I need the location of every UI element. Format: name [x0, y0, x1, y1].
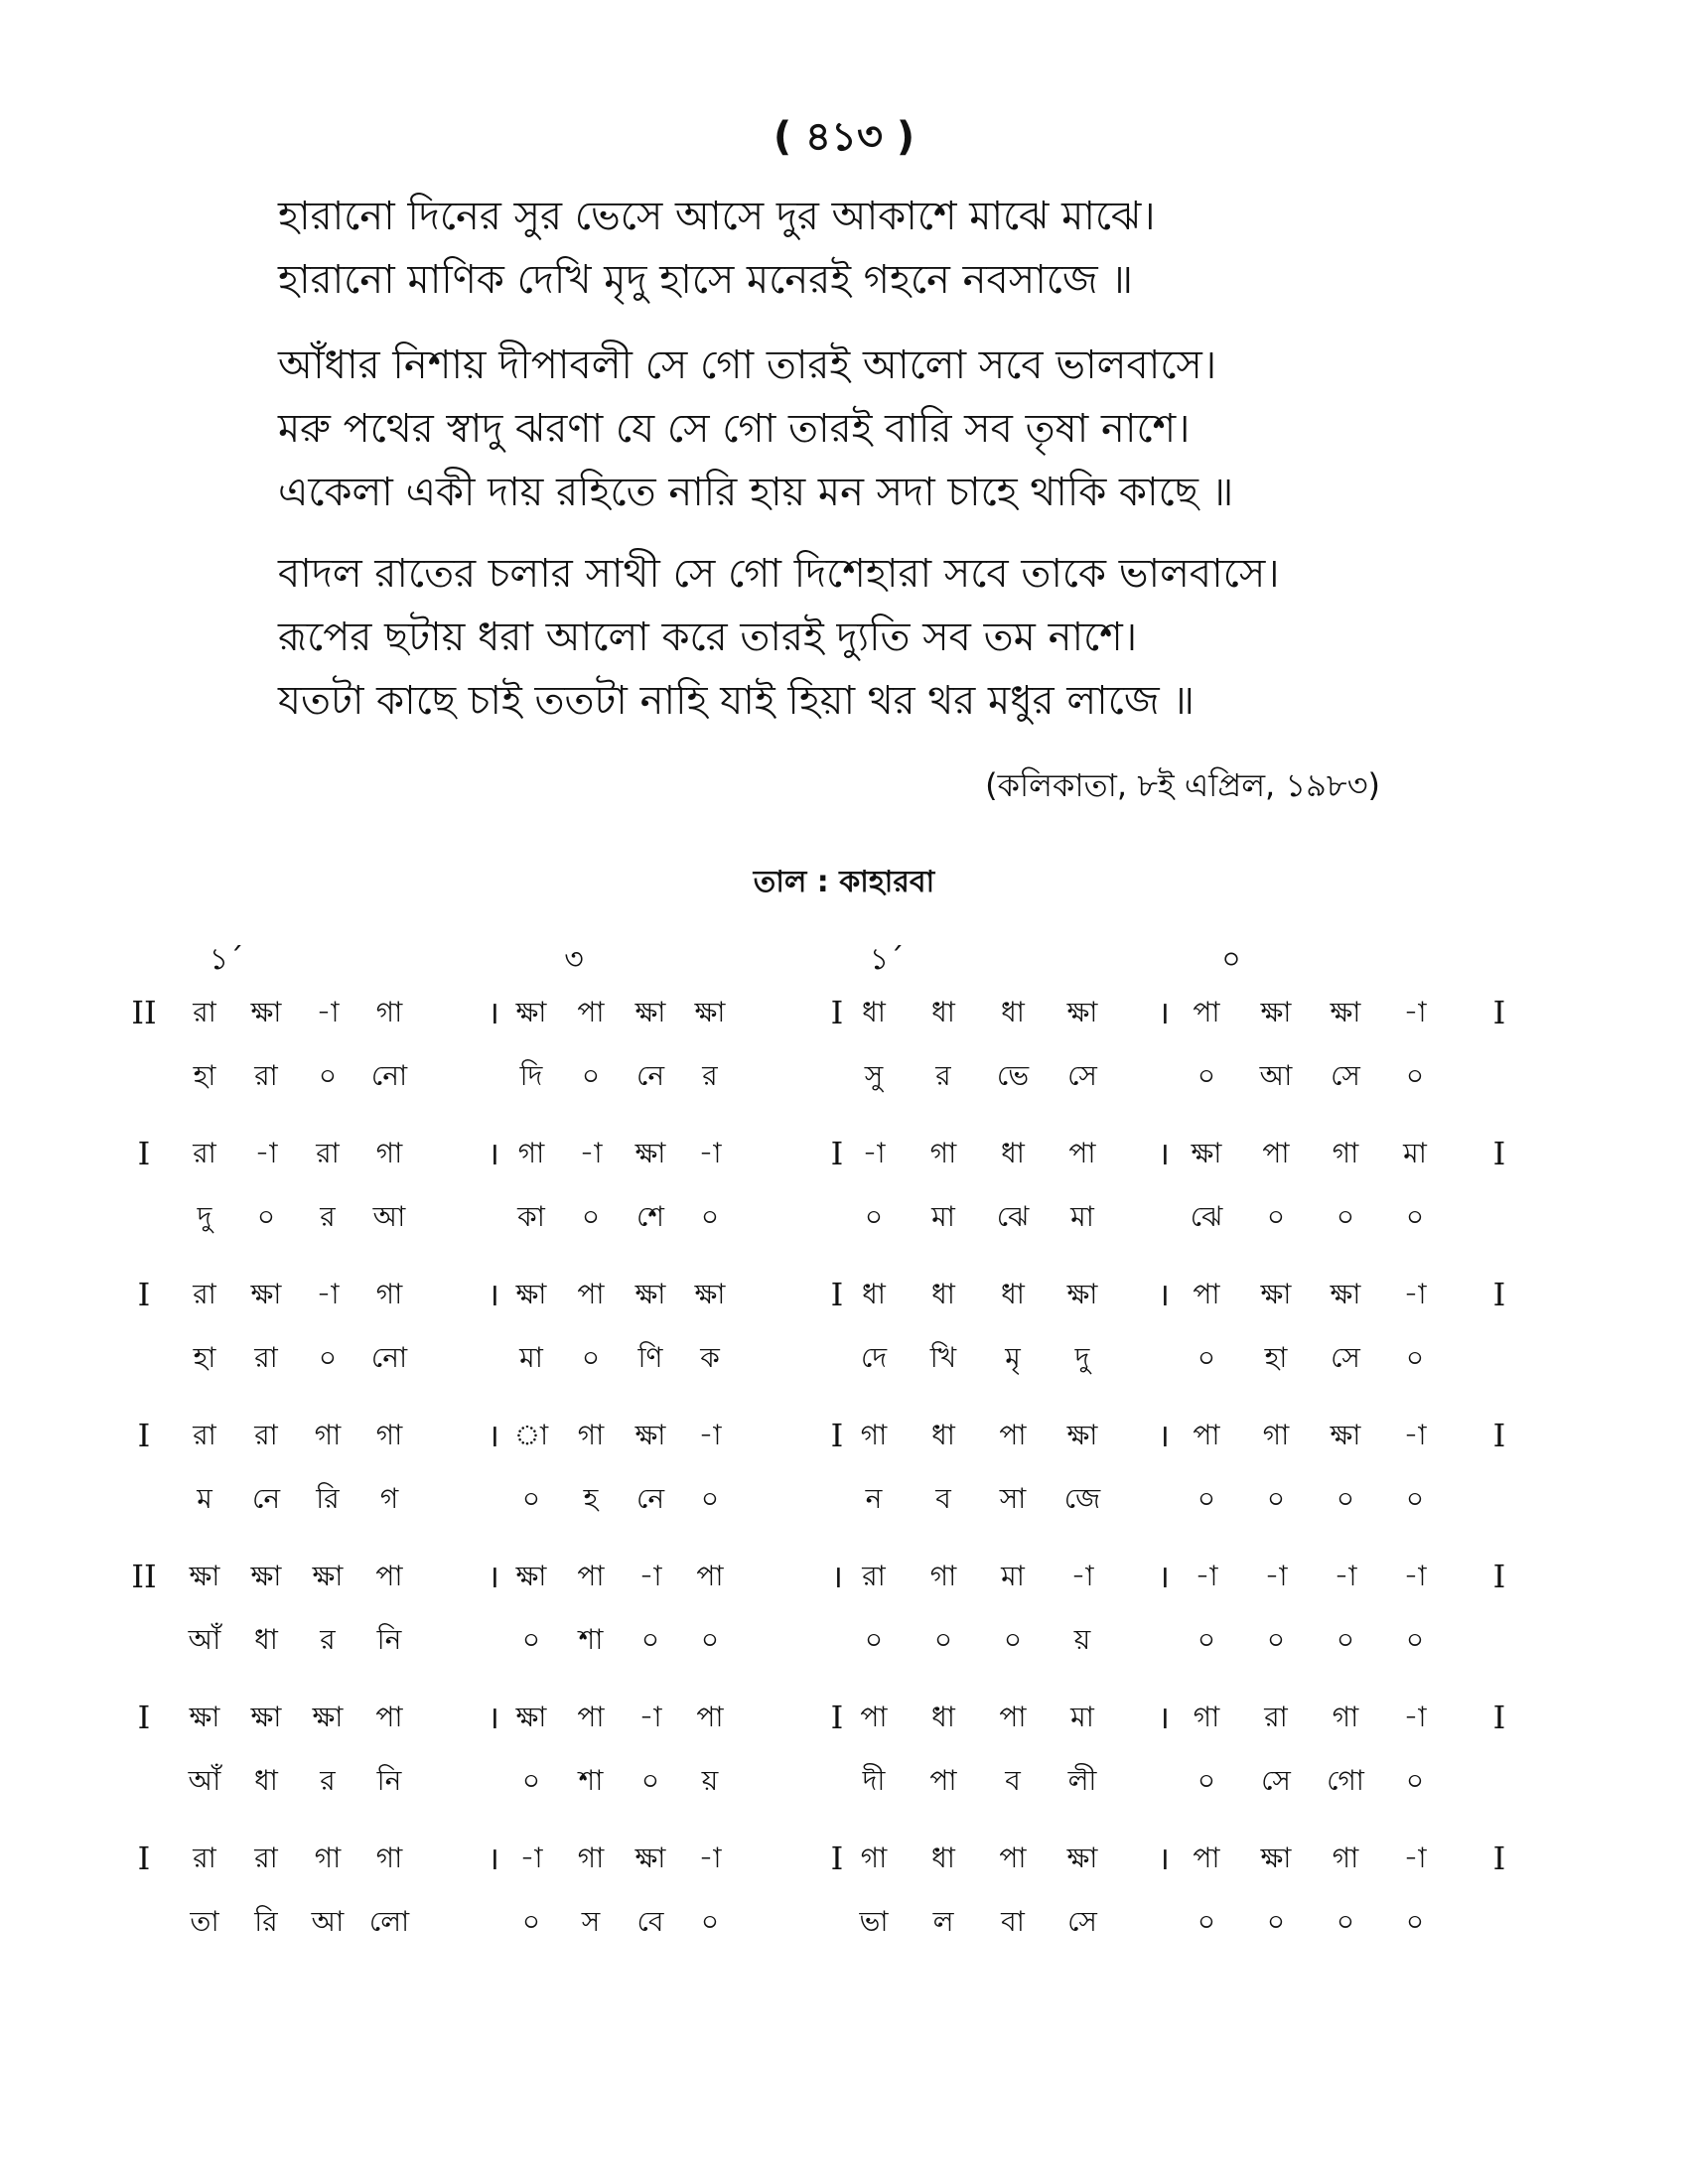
lyric-syllable: ০: [1405, 1764, 1425, 1797]
swara-note: পা: [860, 1701, 888, 1733]
swara-note: গা: [577, 1842, 605, 1874]
swara-note: পা: [696, 1701, 724, 1733]
beat-marks: [0, 935, 1688, 975]
swara-note: মা: [1070, 1701, 1094, 1733]
swara-note: ক্ষা: [312, 1560, 344, 1592]
notation-lyric-row: [0, 1761, 1688, 1811]
lyric-syllable: গ: [379, 1482, 399, 1515]
swara-note: -া: [1403, 1419, 1427, 1451]
swara-note: ক্ষা: [1066, 1842, 1098, 1874]
lyric-syllable: হ: [583, 1482, 599, 1515]
swara-note: গা: [1262, 1419, 1290, 1451]
swara-note: ধা: [931, 1842, 955, 1874]
bar-line-start: II: [131, 994, 157, 1031]
lyric-syllable: ০: [1336, 1905, 1355, 1938]
lyric-syllable: ০: [521, 1623, 541, 1656]
swara-note: গা: [375, 1278, 403, 1310]
swara-note: গা: [1193, 1701, 1220, 1733]
swara-note: পা: [375, 1701, 403, 1733]
tala-label: তাল : কাহারবা: [753, 865, 935, 899]
lyric-syllable: সে: [1261, 1764, 1291, 1797]
beat-mark: ১´: [209, 942, 244, 977]
swara-note: রা: [1264, 1701, 1288, 1733]
lyric-syllable: মৃ: [1005, 1341, 1021, 1374]
lyric-syllable: আ: [1259, 1059, 1293, 1092]
swara-note: -া: [862, 1137, 886, 1169]
swara-note: পা: [999, 1701, 1027, 1733]
lyric-syllable: শা: [578, 1764, 604, 1797]
swara-note: পা: [577, 996, 605, 1028]
notation-lyric-row: [0, 1902, 1688, 1952]
bar-line: I: [830, 1417, 844, 1454]
lyric-syllable: ধা: [254, 1623, 278, 1656]
lyric-syllable: ০: [933, 1623, 953, 1656]
lyric-syllable: ০: [1336, 1482, 1355, 1515]
lyric-line: হারানো দিনের সুর ভেসে আসে দুর আকাশে মাঝে মাঝে।: [278, 194, 1156, 239]
lyric-syllable: র: [320, 1200, 336, 1233]
swara-note: গা: [577, 1419, 605, 1451]
lyric-syllable: ল: [932, 1905, 954, 1938]
lyric-syllable: রি: [316, 1482, 340, 1515]
lyric-syllable: ০: [581, 1059, 601, 1092]
swara-row: [0, 993, 1688, 1042]
swara-note: ক্ষা: [1066, 1278, 1098, 1310]
swara-note: মা: [1001, 1560, 1025, 1592]
swara-note: পা: [1193, 1842, 1220, 1874]
swara-note: পা: [375, 1560, 403, 1592]
swara-note: ধা: [931, 1278, 955, 1310]
lyric-syllable: ০: [864, 1200, 884, 1233]
beat-mark: ১´: [869, 942, 905, 977]
swara-note: ক্ষা: [515, 996, 547, 1028]
bar-line-end: I: [1492, 1135, 1506, 1172]
lyric-syllable: ০: [1405, 1482, 1425, 1515]
swara-note: রা: [316, 1137, 340, 1169]
lyric-syllable: খি: [929, 1341, 957, 1374]
lyric-syllable: নে: [635, 1059, 665, 1092]
lyric-syllable: হা: [193, 1341, 216, 1374]
swara-note: রা: [193, 1419, 216, 1451]
notation-row: [0, 993, 1688, 1122]
swara-note: পা: [577, 1278, 605, 1310]
bar-line-start: I: [137, 1135, 151, 1172]
stanza-3: [278, 542, 1450, 733]
lyric-line: মরু পথের স্বাদু ঝরণা যে সে গো তারই বারি সব তৃষা নাশে।: [278, 406, 1191, 452]
lyric-line: যতটা কাছে চাই ততটা নাহি যাই হিয়া থর থর মধুর লাজে ॥: [278, 678, 1195, 724]
swara-note: ক্ষা: [515, 1560, 547, 1592]
lyric-syllable: মা: [519, 1341, 543, 1374]
lyric-syllable: ০: [1336, 1200, 1355, 1233]
lyric-syllable: ০: [1405, 1200, 1425, 1233]
swara-note: ক্ষা: [515, 1701, 547, 1733]
lyric-syllable: সু: [864, 1059, 884, 1092]
lyric-syllable: সে: [1067, 1059, 1097, 1092]
swara-note: -া: [316, 1278, 340, 1310]
bar-line: ।: [487, 1135, 500, 1172]
lyric-syllable: ০: [318, 1341, 338, 1374]
swara-note: রা: [862, 1560, 886, 1592]
lyric-syllable: ০: [700, 1200, 720, 1233]
bar-line-start: II: [131, 1558, 157, 1595]
lyric-syllable: বা: [1001, 1905, 1025, 1938]
swara-note: ক্ষা: [1330, 1419, 1361, 1451]
lyric-syllable: ০: [1196, 1341, 1216, 1374]
lyric-line: হারানো মাণিক দেখি মৃদু হাসে মনেরই গহনে নবসাজে ॥: [278, 257, 1133, 303]
lyric-syllable: সে: [1331, 1341, 1360, 1374]
bar-line: ।: [1157, 1135, 1171, 1172]
lyric-syllable: আ: [372, 1200, 406, 1233]
notation-row: [0, 1557, 1688, 1686]
swara-note: -া: [316, 996, 340, 1028]
lyric-syllable: রা: [254, 1341, 278, 1374]
lyric-syllable: ০: [581, 1200, 601, 1233]
swara-note: পা: [696, 1560, 724, 1592]
swara-note: ক্ষা: [189, 1560, 220, 1592]
notation-row: [0, 1134, 1688, 1263]
lyric-syllable: ০: [700, 1623, 720, 1656]
lyric-syllable: ০: [1336, 1623, 1355, 1656]
bar-line-start: I: [137, 1276, 151, 1313]
lyric-syllable: ০: [1196, 1482, 1216, 1515]
notation-row: [0, 1416, 1688, 1545]
swara-row: [0, 1557, 1688, 1606]
lyric-line: একেলা একী দায় রহিতে নারি হায় মন সদা চাহে থাকি কাছে ॥: [278, 470, 1234, 515]
bar-line: ।: [487, 1558, 500, 1595]
lyric-syllable: য়: [701, 1764, 719, 1797]
bar-line: I: [830, 994, 844, 1031]
swara-note: ধা: [1001, 1137, 1025, 1169]
swara-note: রা: [193, 1842, 216, 1874]
swara-note: রা: [193, 996, 216, 1028]
lyric-syllable: ০: [640, 1764, 660, 1797]
swara-row: [0, 1416, 1688, 1465]
swara-note: রা: [193, 1137, 216, 1169]
swara-note: ধা: [862, 1278, 886, 1310]
lyric-syllable: ০: [1266, 1623, 1286, 1656]
swara-note: ক্ষা: [250, 1560, 282, 1592]
lyric-syllable: ০: [864, 1623, 884, 1656]
lyric-syllable: ০: [1003, 1623, 1023, 1656]
swara-note: পা: [1262, 1137, 1290, 1169]
swara-note: রা: [254, 1419, 278, 1451]
lyric-syllable: নো: [370, 1059, 408, 1092]
bar-line: ।: [487, 1276, 500, 1313]
swara-note: মা: [1403, 1137, 1427, 1169]
lyric-syllable: সে: [1331, 1059, 1360, 1092]
bar-line: ।: [1157, 1699, 1171, 1736]
bar-line-end: I: [1492, 1558, 1506, 1595]
swara-note: া: [513, 1419, 549, 1451]
swara-note: পা: [577, 1701, 605, 1733]
swara-note: গা: [860, 1419, 888, 1451]
dateline: (কলিকাতা, ৮ই এপ্রিল, ১৯৮৩): [985, 766, 1380, 804]
swara-note: গা: [375, 1842, 403, 1874]
bar-line: ।: [487, 1417, 500, 1454]
bar-line: ।: [487, 1699, 500, 1736]
lyric-syllable: র: [320, 1623, 336, 1656]
bar-line-start: I: [137, 1699, 151, 1736]
lyric-syllable: ভা: [859, 1905, 889, 1938]
swara-note: রা: [254, 1842, 278, 1874]
swara-note: গা: [929, 1137, 957, 1169]
swara-note: পা: [1193, 996, 1220, 1028]
swara-note: ক্ষা: [634, 1278, 666, 1310]
swara-row: [0, 1839, 1688, 1888]
swara-note: ক্ষা: [634, 996, 666, 1028]
lyric-syllable: বে: [636, 1905, 664, 1938]
lyric-syllable: মা: [1070, 1200, 1094, 1233]
lyric-syllable: লী: [1067, 1764, 1097, 1797]
swara-note: ধা: [931, 996, 955, 1028]
swara-note: -া: [1403, 996, 1427, 1028]
stanza-2: [278, 334, 1450, 524]
swara-note: ধা: [862, 996, 886, 1028]
swara-note: ক্ষা: [1330, 996, 1361, 1028]
lyric-syllable: ব: [935, 1482, 951, 1515]
swara-note: -া: [519, 1842, 543, 1874]
lyric-syllable: নি: [376, 1764, 402, 1797]
lyric-syllable: তা: [190, 1905, 219, 1938]
bar-line-end: I: [1492, 994, 1506, 1031]
bar-line: I: [830, 1699, 844, 1736]
lyric-syllable: ০: [1405, 1623, 1425, 1656]
swara-note: ক্ষা: [1260, 1842, 1292, 1874]
swara-note: ক্ষা: [1191, 1137, 1222, 1169]
swara-note: গা: [314, 1842, 342, 1874]
lyric-syllable: কা: [517, 1200, 545, 1233]
swara-note: -া: [1264, 1560, 1288, 1592]
lyric-syllable: ভে: [996, 1059, 1030, 1092]
bar-line: ।: [1157, 1276, 1171, 1313]
lyric-syllable: ০: [521, 1905, 541, 1938]
swara-note: -া: [1403, 1701, 1427, 1733]
bar-line: I: [830, 1276, 844, 1313]
swara-note: ক্ষা: [312, 1701, 344, 1733]
lyric-syllable: ০: [318, 1059, 338, 1092]
bar-line-end: I: [1492, 1699, 1506, 1736]
swara-note: -া: [1403, 1560, 1427, 1592]
notation-lyric-row: [0, 1338, 1688, 1388]
lyric-syllable: ০: [700, 1905, 720, 1938]
notation-row: [0, 1275, 1688, 1404]
bar-line-start: I: [137, 1417, 151, 1454]
swara-note: ক্ষা: [250, 1278, 282, 1310]
swara-note: গা: [860, 1842, 888, 1874]
bar-line: ।: [830, 1558, 844, 1595]
beat-mark: ৩: [564, 942, 584, 977]
swara-note: ক্ষা: [515, 1278, 547, 1310]
swara-note: -া: [1334, 1560, 1357, 1592]
swara-note: ক্ষা: [694, 996, 726, 1028]
swara-note: পা: [577, 1560, 605, 1592]
lyric-syllable: দু: [197, 1200, 212, 1233]
swara-note: পা: [1068, 1137, 1096, 1169]
swara-note: গা: [1332, 1137, 1359, 1169]
lyric-syllable: ক: [700, 1341, 720, 1374]
lyric-syllable: নি: [376, 1623, 402, 1656]
lyric-line: আঁধার নিশায় দীপাবলী সে গো তারই আলো সবে ভালবাসে।: [278, 342, 1217, 388]
lyric-syllable: সা: [999, 1482, 1027, 1515]
lyric-syllable: র: [320, 1764, 336, 1797]
notation-lyric-row: [0, 1056, 1688, 1106]
lyric-syllable: মা: [931, 1200, 955, 1233]
bar-line: ।: [487, 994, 500, 1031]
swara-note: ক্ষা: [1066, 996, 1098, 1028]
bar-line: ।: [487, 1840, 500, 1877]
lyric-syllable: ০: [700, 1482, 720, 1515]
swara-note: গা: [929, 1560, 957, 1592]
lyric-syllable: দী: [862, 1764, 886, 1797]
lyric-line: রূপের ছটায় ধরা আলো করে তারই দ্যুতি সব তম নাশে।: [278, 614, 1138, 660]
lyric-syllable: সে: [1067, 1905, 1097, 1938]
swara-note: ক্ষা: [189, 1701, 220, 1733]
notation-row: [0, 1698, 1688, 1827]
lyric-syllable: ন: [865, 1482, 883, 1515]
lyric-syllable: য়: [1073, 1623, 1091, 1656]
lyric-syllable: ০: [1405, 1059, 1425, 1092]
lyric-syllable: ০: [1196, 1764, 1216, 1797]
lyric-syllable: ০: [521, 1482, 541, 1515]
lyric-syllable: স: [581, 1905, 601, 1938]
lyric-syllable: শা: [578, 1623, 604, 1656]
lyric-syllable: দু: [1074, 1341, 1090, 1374]
lyric-syllable: নে: [635, 1482, 665, 1515]
lyric-syllable: ০: [1266, 1905, 1286, 1938]
swara-note: ক্ষা: [634, 1137, 666, 1169]
swara-note: -া: [254, 1137, 278, 1169]
swara-note: গা: [1332, 1842, 1359, 1874]
lyric-syllable: ণি: [637, 1341, 663, 1374]
swara-note: -া: [698, 1842, 722, 1874]
swara-note: পা: [999, 1419, 1027, 1451]
lyric-syllable: রি: [254, 1905, 278, 1938]
lyric-syllable: শে: [636, 1200, 664, 1233]
lyric-syllable: আ: [311, 1905, 345, 1938]
lyric-syllable: লো: [368, 1905, 410, 1938]
swara-note: গা: [517, 1137, 545, 1169]
lyric-syllable: ব: [1005, 1764, 1021, 1797]
swara-note: গা: [1332, 1701, 1359, 1733]
swara-note: ক্ষা: [694, 1278, 726, 1310]
lyric-syllable: দে: [860, 1341, 888, 1374]
swara-note: ধা: [931, 1419, 955, 1451]
lyric-syllable: ম: [197, 1482, 212, 1515]
swara-note: ক্ষা: [1330, 1278, 1361, 1310]
swara-note: -া: [698, 1137, 722, 1169]
swara-note: -া: [1070, 1560, 1094, 1592]
bar-line-start: I: [137, 1840, 151, 1877]
lyric-syllable: ০: [1196, 1059, 1216, 1092]
lyric-syllable: ঝে: [1190, 1200, 1223, 1233]
swara-note: ধা: [1001, 996, 1025, 1028]
stanza-1: [278, 185, 1450, 312]
lyric-syllable: রা: [254, 1059, 278, 1092]
swara-note: পা: [1193, 1278, 1220, 1310]
swara-note: গা: [314, 1419, 342, 1451]
lyric-line: বাদল রাতের চলার সাথী সে গো দিশেহারা সবে তাকে ভালবাসে।: [278, 551, 1280, 597]
notation-lyric-row: [0, 1197, 1688, 1247]
swara-note: -া: [1403, 1842, 1427, 1874]
bar-line: ।: [1157, 1558, 1171, 1595]
lyric-syllable: নে: [251, 1482, 281, 1515]
lyric-syllable: আঁ: [188, 1623, 221, 1656]
swara-note: -া: [1195, 1560, 1218, 1592]
swara-note: -া: [698, 1419, 722, 1451]
lyric-syllable: গো: [1327, 1764, 1364, 1797]
bar-line: ।: [1157, 1840, 1171, 1877]
lyric-syllable: র: [935, 1059, 951, 1092]
swara-note: পা: [999, 1842, 1027, 1874]
bar-line: ।: [1157, 994, 1171, 1031]
swara-note: ক্ষা: [1260, 996, 1292, 1028]
swara-row: [0, 1275, 1688, 1324]
swara-note: ক্ষা: [1066, 1419, 1098, 1451]
lyric-syllable: জে: [1063, 1482, 1101, 1515]
swara-note: রা: [193, 1278, 216, 1310]
swara-note: ক্ষা: [250, 996, 282, 1028]
swara-note: ক্ষা: [1260, 1278, 1292, 1310]
notation-lyric-row: [0, 1479, 1688, 1529]
swara-note: গা: [375, 1419, 403, 1451]
lyric-syllable: হা: [193, 1059, 216, 1092]
swara-note: পা: [1193, 1419, 1220, 1451]
swara-note: ক্ষা: [634, 1842, 666, 1874]
swara-note: ধা: [931, 1701, 955, 1733]
lyric-syllable: ০: [1196, 1905, 1216, 1938]
bar-line-end: I: [1492, 1840, 1506, 1877]
beat-mark: ০: [1221, 942, 1241, 977]
page-number: ( ৪১৩ ): [773, 114, 915, 160]
lyric-syllable: দি: [519, 1059, 543, 1092]
swara-note: -া: [579, 1137, 603, 1169]
notation-row: [0, 1839, 1688, 1968]
lyric-syllable: ০: [256, 1200, 276, 1233]
lyric-syllable: র: [702, 1059, 718, 1092]
bar-line: I: [830, 1840, 844, 1877]
swara-note: ক্ষা: [250, 1701, 282, 1733]
swara-note: -া: [1403, 1278, 1427, 1310]
bar-line-end: I: [1492, 1276, 1506, 1313]
lyric-syllable: হা: [1264, 1341, 1288, 1374]
lyric-syllable: ০: [640, 1623, 660, 1656]
lyric-syllable: ধা: [254, 1764, 278, 1797]
lyric-syllable: আঁ: [188, 1764, 221, 1797]
lyric-syllable: ঝে: [996, 1200, 1030, 1233]
swara-note: ক্ষা: [634, 1419, 666, 1451]
swara-note: গা: [375, 996, 403, 1028]
swara-row: [0, 1134, 1688, 1183]
lyric-syllable: ০: [1405, 1905, 1425, 1938]
lyric-syllable: ০: [1266, 1200, 1286, 1233]
bar-line-end: I: [1492, 1417, 1506, 1454]
lyric-syllable: ০: [521, 1764, 541, 1797]
notation-lyric-row: [0, 1620, 1688, 1670]
lyric-syllable: নো: [370, 1341, 408, 1374]
bar-line: I: [830, 1135, 844, 1172]
bar-line: ।: [1157, 1417, 1171, 1454]
lyric-syllable: ০: [1196, 1623, 1216, 1656]
swara-note: গা: [375, 1137, 403, 1169]
lyric-syllable: ০: [1405, 1341, 1425, 1374]
swara-note: ধা: [1001, 1278, 1025, 1310]
swara-row: [0, 1698, 1688, 1747]
lyric-syllable: পা: [929, 1764, 957, 1797]
lyric-syllable: ০: [581, 1341, 601, 1374]
swara-note: -া: [638, 1560, 662, 1592]
swara-note: -া: [638, 1701, 662, 1733]
lyric-syllable: ০: [1266, 1482, 1286, 1515]
